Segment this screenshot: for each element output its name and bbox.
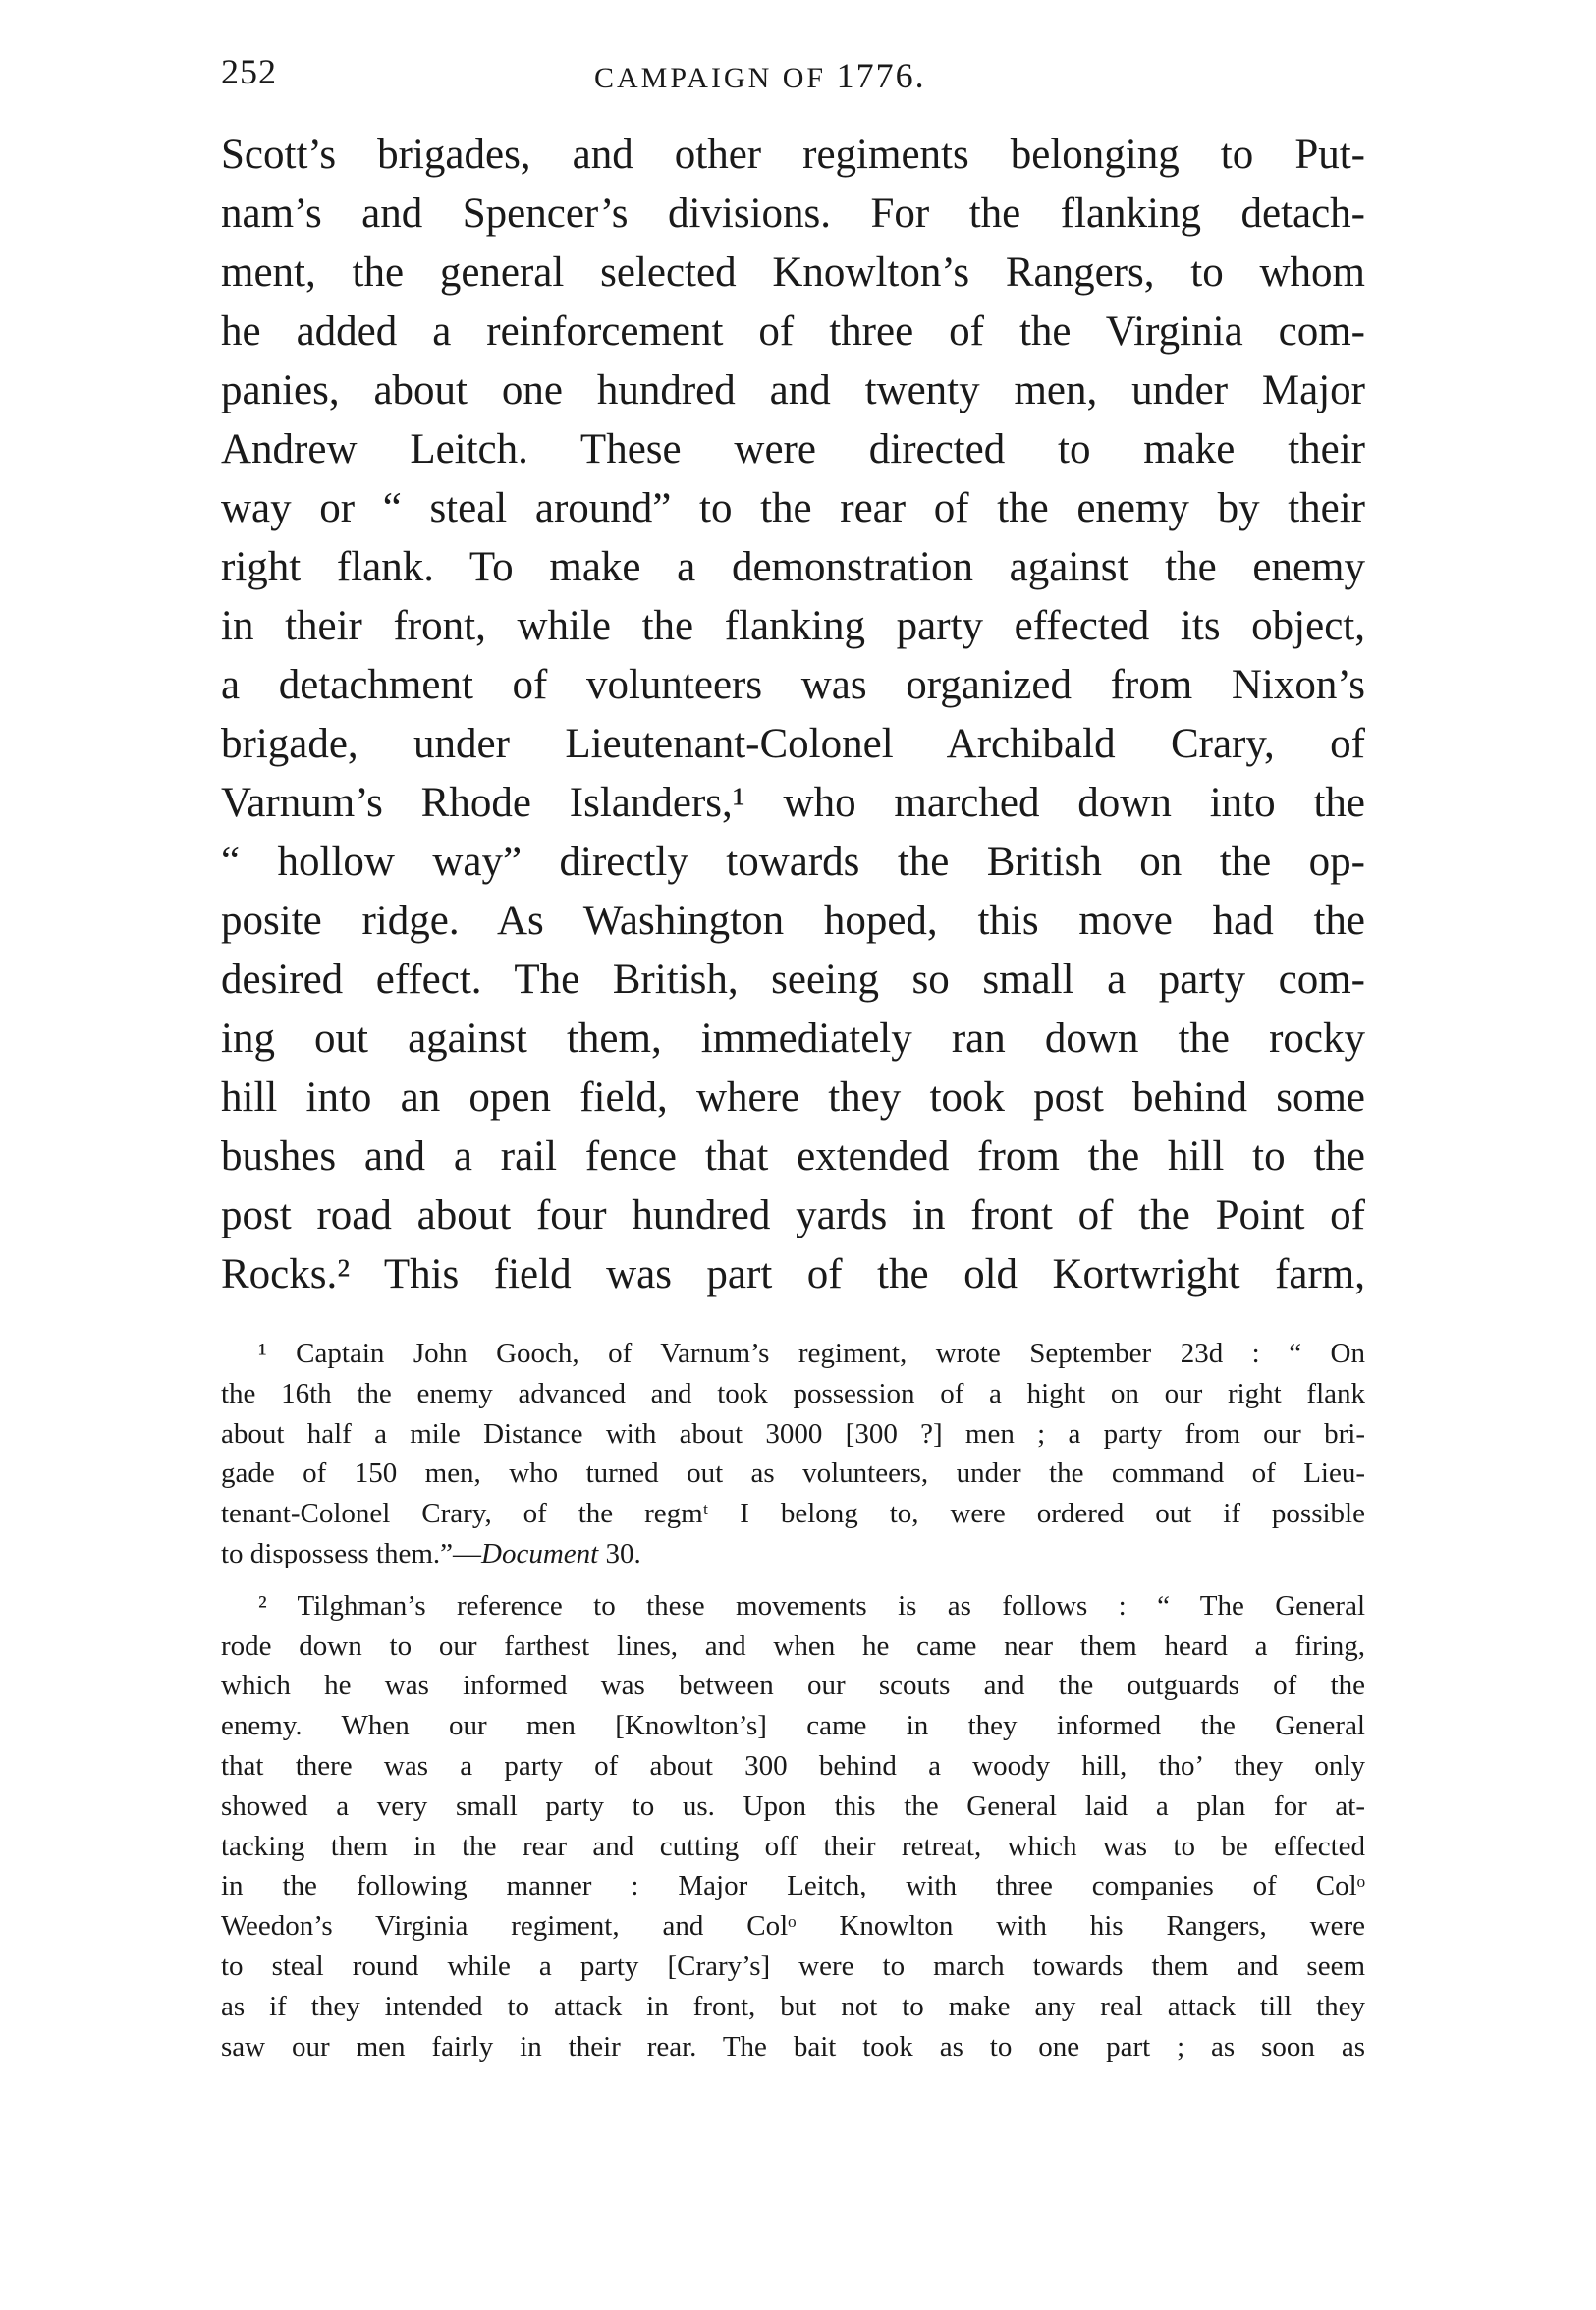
footnote-line: Weedon’s Virginia regiment, and Colᵒ Knowlton with his Rangers, were [221, 1910, 1365, 1943]
body-line: Varnum’s Rhode Islanders,¹ who marched down into the [221, 780, 1365, 826]
footnote-text: to dispossess them.”— [221, 1537, 482, 1569]
footnote-2 [221, 1586, 1365, 2067]
running-title [594, 55, 926, 96]
body-line: hill into an open field, where they took post behind some [221, 1074, 1365, 1121]
footnote-line: tacking them in the rear and cutting off their retreat, which was to be effected [221, 1830, 1365, 1862]
footnote-citation: Document [481, 1537, 599, 1569]
body-line: “ hollow way” directly towards the British on the op- [221, 839, 1365, 885]
footnote-line: enemy. When our men [Knowlton’s] came in they informed the General [221, 1710, 1365, 1742]
body-line: Rocks.² This field was part of the old Kortwright farm, [221, 1251, 1365, 1297]
body-line: Andrew Leitch. These were directed to make their [221, 426, 1365, 472]
footnote-line: showed a very small party to us. Upon this the General laid a plan for at- [221, 1789, 1365, 1822]
footnote-citation-number: 30. [598, 1537, 641, 1569]
footnote-line: the 16th the enemy advanced and took possession of a hight on our right flank [221, 1377, 1365, 1409]
footnote-line: to steal round while a party [Crary’s] were to march towards them and seem [221, 1950, 1365, 1982]
footnote-line: rode down to our farthest lines, and when he came near them heard a firing, [221, 1629, 1365, 1662]
footnote-1 [221, 1334, 1365, 1574]
body-line: brigade, under Lieutenant-Colonel Archibald Crary, of [221, 721, 1365, 767]
body-line: in their front, while the flanking party effected its object, [221, 603, 1365, 649]
footnote-line: tenant-Colonel Crary, of the regmᵗ I belong to, were ordered out if possible [221, 1498, 1365, 1530]
body-text [221, 126, 1365, 1304]
body-line: a detachment of volunteers was organized from Nixon’s [221, 662, 1365, 708]
body-line: way or “ steal around” to the rear of the enemy by their [221, 485, 1365, 531]
body-line: posite ridge. As Washington hoped, this move had the [221, 898, 1365, 944]
body-line: ing out against them, immediately ran down the rocky [221, 1016, 1365, 1062]
body-line: desired effect. The British, seeing so small a party com- [221, 957, 1365, 1003]
footnote-line: which he was informed was between our scouts and the outguards of the [221, 1670, 1365, 1702]
body-line: bushes and a rail fence that extended from the hill to the [221, 1133, 1365, 1180]
footnote-line: that there was a party of about 300 behind a woody hill, tho’ they only [221, 1749, 1365, 1782]
footnote-line: gade of 150 men, who turned out as volunteers, under the command of Lieu- [221, 1458, 1365, 1490]
body-line: panies, about one hundred and twenty men, under Major [221, 367, 1365, 413]
running-title-year: 1776. [836, 56, 926, 95]
footnote-line: saw our men fairly in their rear. The bait took as to one part ; as soon as [221, 2030, 1365, 2062]
body-line: post road about four hundred yards in front of the Point of [221, 1192, 1365, 1238]
footnote-line: as if they intended to attack in front, but not to make any real attack till they [221, 1990, 1365, 2022]
body-line: right flank. To make a demonstration against the enemy [221, 544, 1365, 590]
footnote-line: ¹ Captain John Gooch, of Varnum’s regiment, wrote September 23d : “ On [258, 1338, 1365, 1369]
running-title-text: CAMPAIGN OF [594, 62, 837, 94]
footnotes [221, 1334, 1365, 2066]
footnote-line: in the following manner : Major Leitch, with three companies of Colᵒ [221, 1870, 1365, 1902]
body-line: ment, the general selected Knowlton’s Rangers, to whom [221, 249, 1365, 296]
page-number: 252 [221, 52, 277, 91]
footnote-line-last [221, 1534, 1365, 1574]
footnote-gap [221, 1574, 1365, 1586]
body-line: Scott’s brigades, and other regiments belonging to Put- [221, 132, 1365, 178]
running-head [221, 51, 1380, 100]
body-line: nam’s and Spencer’s divisions. For the flanking detach- [221, 191, 1365, 237]
body-line: he added a reinforcement of three of the Virginia com- [221, 308, 1365, 355]
footnote-line: about half a mile Distance with about 3000 [300 ?] men ; a party from our bri- [221, 1417, 1365, 1450]
footnote-line: ² Tilghman’s reference to these movements is as follows : “ The General [258, 1589, 1365, 1622]
